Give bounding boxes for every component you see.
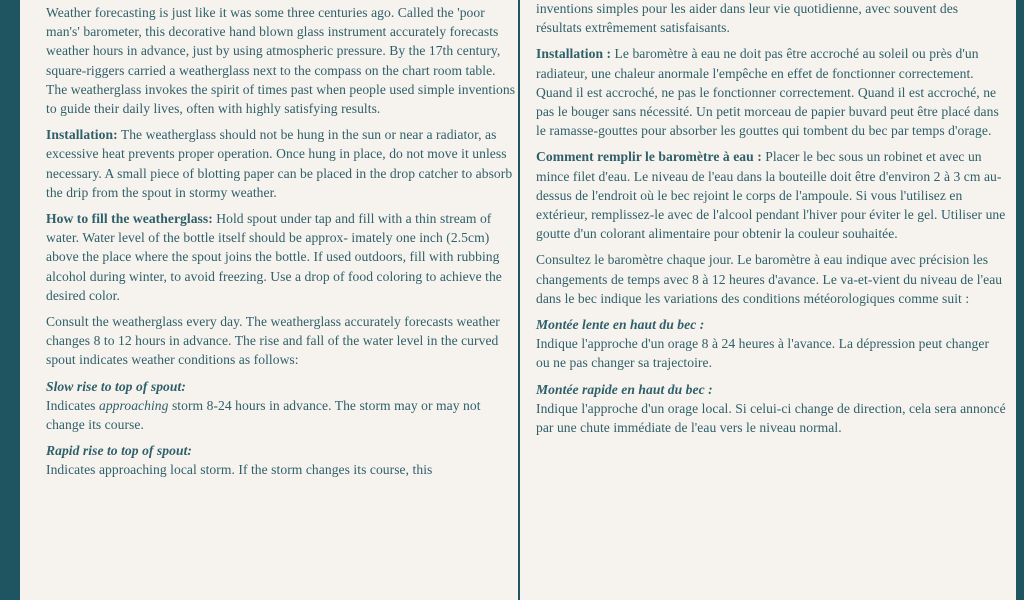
english-column <box>46 3 516 487</box>
french-installation-label: Installation : <box>536 46 612 62</box>
french-rapid-rise-paragraph <box>536 380 1006 438</box>
french-panel <box>520 0 1016 600</box>
rapid-rise-text: Indicates approaching local storm. If the storm changes its course, this <box>46 462 433 478</box>
fill-paragraph <box>46 209 516 305</box>
french-consult-paragraph: Consultez le baromètre chaque jour. Le baromètre à eau indique avec précision les changements de temps avec 8 à 12 heures d'avance. Le va-et-vient du niveau de l'eau dans le bec indique les variations des conditions météorologiques comme suit : <box>536 252 1003 306</box>
fill-label: How to fill the weatherglass: <box>46 211 213 227</box>
french-fill-label: Comment remplir le baromètre à eau : <box>536 149 762 165</box>
french-slow-rise-paragraph <box>536 315 1006 373</box>
french-slow-rise-heading: Montée lente en haut du bec : <box>536 317 705 333</box>
consult-paragraph: Consult the weatherglass every day. The weatherglass accurately forecasts weather changes 8 to 12 hours in advance. The rise and fall of the water level in the curved spout indicates weather conditions as follows: <box>46 314 500 368</box>
slow-rise-text-a: Indicates <box>46 397 99 413</box>
french-top-paragraph: inventions simples pour les aider dans leur vie quotidienne, avec souvent des résultats extrêmement satisfaisants. <box>536 1 959 36</box>
installation-paragraph <box>46 125 516 202</box>
french-installation-paragraph <box>536 44 1006 140</box>
french-rapid-rise-heading: Montée rapide en haut du bec : <box>536 381 713 397</box>
french-rapid-rise-text: Indique l'approche d'un orage local. Si celui-ci change de direction, cela sera annoncé par une chute immédiate de l'eau vers le niveau normal. <box>536 400 1006 436</box>
slow-rise-paragraph <box>46 377 516 435</box>
intro-paragraph: Weather forecasting is just like it was some three centuries ago. Called the 'poor man's' barometer, this decorative hand blown glass instrument accurately forecasts weather hours in advance, just by using atmospheric pressure. By the 17th century, square-riggers carried a weatherglass next to the compass on the chart room table. The weatherglass invokes the spirit of times past when people used simple inventions to guide their daily lives, often with highly satisfying results. <box>46 5 516 117</box>
slow-rise-heading: Slow rise to top of spout: <box>46 378 186 394</box>
installation-label: Installation: <box>46 127 118 143</box>
rapid-rise-heading: Rapid rise to top of spout: <box>46 443 192 459</box>
french-column <box>536 0 1006 444</box>
english-panel <box>20 0 518 600</box>
slow-rise-text-b: storm 8-24 hours in advance. The storm may or may not change its course. <box>46 397 481 433</box>
slow-rise-text-emphasis: approaching <box>98 397 169 413</box>
installation-text: The weatherglass should not be hung in the sun or near a radiator, as excessive heat prevents proper operation. Once hung in place, do not move it unless necessary. A small piece of blotting paper can be placed in the drop catcher to absorb the drip from the spout in stormy weather. <box>46 127 513 200</box>
french-fill-text: Placer le bec sous un robinet et avec un mince filet d'eau. Le niveau de l'eau dans la bouteille doit être d'environ 2 à 3 cm au-dessus de l'endroit où le bec rejoint le corps de l'ampoule. Si vous l'utilisez en extérieur, remplissez-le avec de l'alcool pendant l'hiver pour éviter le gel. Utiliser une goutte d'un colorant alimentaire pour obtenir la couleur souhaitée. <box>536 149 1006 242</box>
french-fill-paragraph <box>536 147 1006 243</box>
french-installation-text: Le baromètre à eau ne doit pas être accroché au soleil ou près d'un radiateur, une chaleur anormale l'empêche en effet de fonctionner correctement. Quand il est accroché, ne pas le fonctionner correctement. Quand il est accroché, ne pas le bouger sans nécessité. Un petit morceau de papier buvard peut être placé dans le ramasse-gouttes pour absorber les gouttes qui tombent du bec par temps d'orage. <box>536 46 999 139</box>
rapid-rise-paragraph <box>46 441 516 479</box>
fill-text: Hold spout under tap and fill with a thin stream of water. Water level of the bottle itself should be approx- imately one inch (2.5cm) above the place where the spout joins the bottle. If used outdoors, fill with rubbing alcohol during winter, to avoid freezing. Use a drop of food coloring to achieve the desired color. <box>46 211 502 303</box>
french-slow-rise-text: Indique l'approche d'un orage 8 à 24 heures à l'avance. La dépression peut changer ou ne pas changer sa trajectoire. <box>536 336 990 371</box>
